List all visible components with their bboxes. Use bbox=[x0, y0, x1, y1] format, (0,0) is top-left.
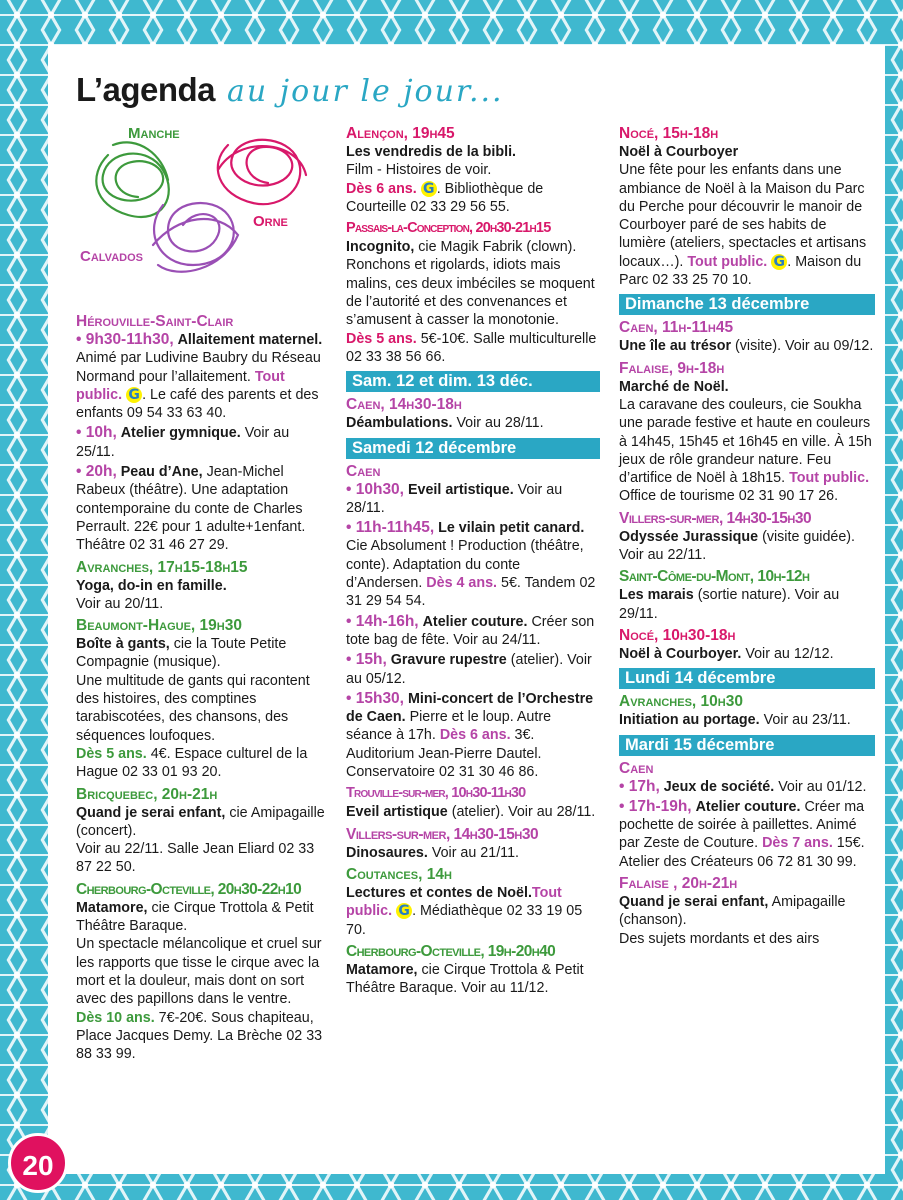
event-entry bbox=[346, 613, 600, 650]
event-place: Avranches, 17h15-18h15 bbox=[76, 558, 248, 576]
event-time: • 9h30-11h30, bbox=[76, 331, 174, 348]
event-place: Caen bbox=[619, 759, 654, 777]
event-entry bbox=[619, 318, 875, 355]
audience-label: Tout public. bbox=[789, 470, 870, 487]
event-description: Animé par Ludivine Baubry du Réseau Normand pour l’allaitement. bbox=[76, 350, 321, 385]
map-label-calvados: Calvados bbox=[80, 248, 143, 265]
event-description: La caravane des couleurs, cie Soukha une parade festive et haute en couleurs à 14h45, 15h45 et 16h45 en ville. À 15h jeux de rôle grandeur nature. Feu d’artifice de Noël à 18h15. bbox=[619, 396, 872, 487]
event-title: Odyssée Jurassique bbox=[619, 528, 759, 545]
event-title: Le vilain petit canard. bbox=[438, 520, 585, 537]
event-time: • 11h-11h45, bbox=[346, 519, 435, 537]
event-entry bbox=[346, 784, 600, 821]
event-entry bbox=[346, 124, 600, 216]
event-entry bbox=[619, 778, 875, 796]
event-place: Trouville-sur-mer, 10h30-11h30 bbox=[346, 785, 526, 802]
event-title: Allaitement maternel. bbox=[177, 332, 323, 348]
event-entry bbox=[346, 395, 600, 432]
event-time: • 10h, bbox=[76, 424, 117, 442]
event-info: . Le café des parents et des enfants 09 54 33 63 40. bbox=[76, 386, 319, 422]
event-description: cie Cirque Trottola & Petit Théâtre Baraque. bbox=[76, 899, 314, 935]
event-title: Matamore, bbox=[346, 961, 418, 978]
event-place: Passais-la-Conception, 20h30-21h15 bbox=[346, 220, 551, 237]
event-time: • 20h, bbox=[76, 463, 117, 481]
event-place: Villers-sur-mer, 14h30-15h30 bbox=[619, 509, 812, 527]
event-entry bbox=[619, 874, 875, 948]
event-details: Une multitude de gants qui racontent des histoires, des comptines tarabiscotées, des chansons, des séquences loufoques. bbox=[76, 672, 310, 744]
event-description: Voir au 12/12. bbox=[745, 645, 834, 662]
manche-scribble bbox=[96, 142, 168, 217]
event-place: Cherbourg-Octeville, 19h-20h40 bbox=[346, 942, 556, 960]
event-description: Voir au 23/11. bbox=[763, 712, 851, 729]
event-entry bbox=[346, 825, 600, 862]
event-entry bbox=[619, 567, 875, 623]
event-entry bbox=[346, 651, 600, 688]
agenda-page bbox=[48, 45, 885, 1174]
agenda-column-3 bbox=[619, 121, 875, 950]
event-title: Eveil artistique bbox=[346, 804, 448, 821]
event-place: Falaise , 20h-21h bbox=[619, 875, 738, 893]
map-label-manche: Manche bbox=[128, 125, 180, 142]
agenda-column-2 bbox=[346, 121, 600, 999]
event-time: • 17h, bbox=[619, 777, 660, 795]
event-title: Quand je serai enfant, bbox=[619, 894, 769, 911]
event-description: cie la Toute Petite Compagnie (musique). bbox=[76, 636, 287, 671]
event-description: Voir au 20/11. bbox=[76, 595, 164, 612]
audience-label: Tout public. bbox=[687, 253, 768, 270]
event-title: Les vendredis de la bibli. bbox=[346, 144, 517, 160]
event-entry bbox=[346, 942, 600, 998]
event-place: Coutances, 14h bbox=[346, 865, 452, 883]
event-description: Jean-Michel Rabeux (théâtre). Une adaptation contemporaine du conte de Charles Perrault. 22€ pour 1 adulte+1enfant. Théâtre 02 31 46 27 29. bbox=[76, 464, 306, 554]
orne-scribble bbox=[218, 140, 306, 204]
event-description: Voir au 28/11. bbox=[456, 415, 544, 432]
event-title: Les marais bbox=[619, 587, 694, 604]
age-label: Dès 10 ans. bbox=[76, 1009, 155, 1026]
page-title: L’agenda bbox=[76, 71, 216, 108]
event-details: Un spectacle mélancolique et cruel sur les rapports que tisse le cirque avec la mort et la douleur, mais dont on sort avec des papillons dans le ventre. bbox=[76, 936, 322, 1008]
event-entry bbox=[346, 219, 600, 366]
event-description: Une fête pour les enfants dans une ambiance de Noël à la Maison du Parc du Perche pour découvrir le manoir de Courboyer paré de ses habits de lumière (ateliers, spectacles et artisans locaux…). bbox=[619, 162, 867, 270]
age-label: Dès 4 ans. bbox=[426, 575, 498, 592]
day-header: Dimanche 13 décembre bbox=[619, 294, 875, 315]
event-entry bbox=[619, 509, 875, 565]
event-description: Film - Histoires de voir. bbox=[346, 162, 492, 179]
event-title: Yoga, do-in en famille. bbox=[76, 577, 227, 594]
day-header: Mardi 15 décembre bbox=[619, 735, 875, 756]
event-place: Caen bbox=[346, 462, 381, 480]
region-map bbox=[68, 115, 328, 300]
event-entry bbox=[346, 519, 600, 610]
age-label: Dès 7 ans. bbox=[762, 835, 833, 852]
event-title: Lectures et contes de Noël. bbox=[346, 884, 532, 901]
free-badge: G bbox=[771, 254, 787, 270]
event-entry bbox=[346, 481, 600, 518]
scribble-map-graphic bbox=[68, 115, 328, 300]
event-entry bbox=[619, 359, 875, 506]
event-description: Voir au 21/11. bbox=[431, 844, 519, 861]
event-entry bbox=[76, 463, 328, 554]
event-info: Office de tourisme 02 31 90 17 26. bbox=[619, 488, 839, 505]
event-title: Une île au trésor bbox=[619, 338, 732, 355]
event-description: Créer son tote bag de fête. Voir au 24/11. bbox=[346, 613, 595, 648]
audience-label: Tout public. bbox=[346, 884, 562, 920]
event-info: 15€. Atelier des Créateurs 06 72 81 30 99. bbox=[619, 835, 865, 870]
event-place: Falaise, 9h-18h bbox=[619, 359, 725, 377]
age-label: Dès 6 ans. bbox=[346, 180, 417, 197]
event-title: Quand je serai enfant, bbox=[76, 804, 226, 821]
event-info: 4€. Espace culturel de la Hague 02 33 01 93 20. bbox=[76, 745, 308, 781]
event-place: Caen, 14h30-18h bbox=[346, 396, 462, 414]
event-place: Avranches, 10h30 bbox=[619, 693, 743, 711]
event-info: 5€-10€. Salle multiculturelle 02 33 38 56 66. bbox=[346, 330, 597, 365]
event-description: Voir au 01/12. bbox=[778, 778, 867, 795]
event-info: 7€-20€. Sous chapiteau, Place Jacques Demy. La Brèche 02 33 88 33 99. bbox=[76, 1009, 323, 1063]
event-title: Boîte à gants, bbox=[76, 636, 170, 653]
day-header: Samedi 12 décembre bbox=[346, 438, 600, 459]
event-description: Voir au 28/11. bbox=[346, 481, 563, 516]
event-entry bbox=[619, 626, 875, 663]
age-label: Dès 5 ans. bbox=[346, 330, 417, 347]
event-place: Cherbourg-Octeville, 20h30-22h10 bbox=[76, 880, 302, 898]
free-badge: G bbox=[396, 903, 412, 919]
event-title: Dinosaures. bbox=[346, 844, 428, 861]
day-header: Sam. 12 et dim. 13 déc. bbox=[346, 371, 600, 392]
event-title: Peau d’Ane, bbox=[120, 464, 203, 481]
event-entry bbox=[76, 558, 328, 614]
event-title: Déambulations. bbox=[346, 415, 453, 432]
age-label: Dès 6 ans. bbox=[439, 727, 511, 744]
event-entry bbox=[619, 798, 875, 871]
event-title: Atelier gymnique. bbox=[120, 425, 241, 442]
event-description: cie Amipagaille (concert). bbox=[76, 804, 325, 839]
event-description: (visite). Voir au 09/12. bbox=[735, 338, 874, 355]
event-time: • 15h, bbox=[346, 651, 387, 669]
event-info: . Médiathèque 02 33 19 05 70. bbox=[346, 903, 583, 938]
calvados-scribble bbox=[153, 203, 238, 272]
event-place: Villers-sur-mer, 14h30-15h30 bbox=[346, 825, 539, 843]
event-place: Caen, 11h-11h45 bbox=[619, 319, 734, 337]
event-entry bbox=[76, 331, 328, 422]
event-time: • 10h30, bbox=[346, 480, 404, 498]
event-description: Créer ma pochette de soirée à paillettes. Animé par Zeste de Couture. bbox=[619, 798, 865, 852]
event-time: • 14h-16h, bbox=[346, 612, 419, 630]
event-description: cie Cirque Trottola & Petit Théâtre Baraque. Voir au 11/12. bbox=[346, 961, 584, 997]
event-entry bbox=[76, 880, 328, 1064]
event-title: Atelier couture. bbox=[422, 613, 528, 630]
event-entry bbox=[76, 424, 328, 461]
event-description: (atelier). Voir au 28/11. bbox=[451, 804, 596, 821]
event-title: Gravure rupestre bbox=[390, 652, 507, 669]
event-title: Incognito, bbox=[346, 239, 415, 256]
event-place: Nocé, 10h30-18h bbox=[619, 626, 736, 644]
event-title: Mini-concert de l’Orchestre de Caen. bbox=[346, 690, 594, 726]
event-info: . Maison du Parc 02 33 25 70 10. bbox=[619, 253, 862, 289]
event-place: Nocé, 15h-18h bbox=[619, 125, 719, 142]
event-description: (atelier). Voir au 05/12. bbox=[346, 652, 592, 687]
event-info: . Bibliothèque de Courteille 02 33 29 56 55. bbox=[346, 180, 544, 215]
event-description: Cie Absolument ! Production (théâtre, conte). Adaptation du conte d’Andersen. bbox=[346, 538, 584, 592]
event-info: 5€. Tandem 02 31 29 54 54. bbox=[346, 575, 596, 610]
event-time: • 17h-19h, bbox=[619, 797, 692, 815]
event-info: 3€. Auditorium Jean-Pierre Dautel. Conservatoire 02 31 30 46 86. bbox=[346, 727, 542, 781]
event-title: Noël à Courboyer bbox=[619, 144, 739, 160]
event-title: Noël à Courboyer. bbox=[619, 645, 742, 662]
day-header: Lundi 14 décembre bbox=[619, 668, 875, 689]
page-header bbox=[76, 71, 504, 121]
event-entry bbox=[346, 690, 600, 781]
event-description: Pierre et le loup. Autre séance à 17h. bbox=[346, 709, 552, 744]
event-entry bbox=[346, 865, 600, 939]
event-place: Alençon, 19h45 bbox=[346, 125, 455, 142]
event-description: Amipagaille (chanson). bbox=[619, 894, 846, 929]
audience-label: Tout public. bbox=[76, 368, 285, 403]
event-place: Saint-Côme-du-Mont, 10h-12h bbox=[619, 568, 810, 586]
event-place: Bricquebec, 20h-21h bbox=[76, 785, 218, 803]
event-title: Marché de Noël. bbox=[619, 378, 729, 395]
event-entry bbox=[76, 785, 328, 877]
event-description: (visite guidée). Voir au 22/11. bbox=[619, 528, 856, 564]
event-details: Des sujets mordants et des airs bbox=[619, 930, 820, 947]
page-subtitle: au jour le jour... bbox=[227, 74, 504, 109]
agenda-column-1 bbox=[76, 309, 328, 1065]
map-label-orne: Orne bbox=[253, 213, 288, 230]
event-info: Voir au 22/11. Salle Jean Eliard 02 33 87 22 50. bbox=[76, 841, 315, 876]
page-number: 20 bbox=[8, 1133, 68, 1193]
free-badge: G bbox=[126, 387, 142, 403]
event-description: Voir au 25/11. bbox=[76, 425, 290, 460]
event-title: Eveil artistique. bbox=[407, 481, 514, 498]
event-description: (sortie nature). Voir au 29/11. bbox=[619, 587, 840, 622]
event-title: Jeux de société. bbox=[663, 778, 775, 795]
event-place: Hérouville-Saint-Clair bbox=[76, 313, 234, 330]
age-label: Dès 5 ans. bbox=[76, 745, 147, 762]
event-title: Atelier couture. bbox=[695, 798, 801, 815]
event-entry bbox=[619, 124, 875, 289]
event-place: Beaumont-Hague, 19h30 bbox=[76, 617, 242, 635]
free-badge: G bbox=[421, 181, 437, 197]
event-time: • 15h30, bbox=[346, 689, 404, 707]
event-title: Matamore, bbox=[76, 899, 148, 916]
event-entry bbox=[619, 692, 875, 729]
event-description: cie Magik Fabrik (clown). Ronchons et rigolards, idiots mais malins, ces deux imbéciles se moquent de l’autorité et des convenances et s’amusent à casser la monotonie. bbox=[346, 239, 595, 329]
event-title: Initiation au portage. bbox=[619, 712, 760, 729]
event-entry bbox=[76, 616, 328, 781]
